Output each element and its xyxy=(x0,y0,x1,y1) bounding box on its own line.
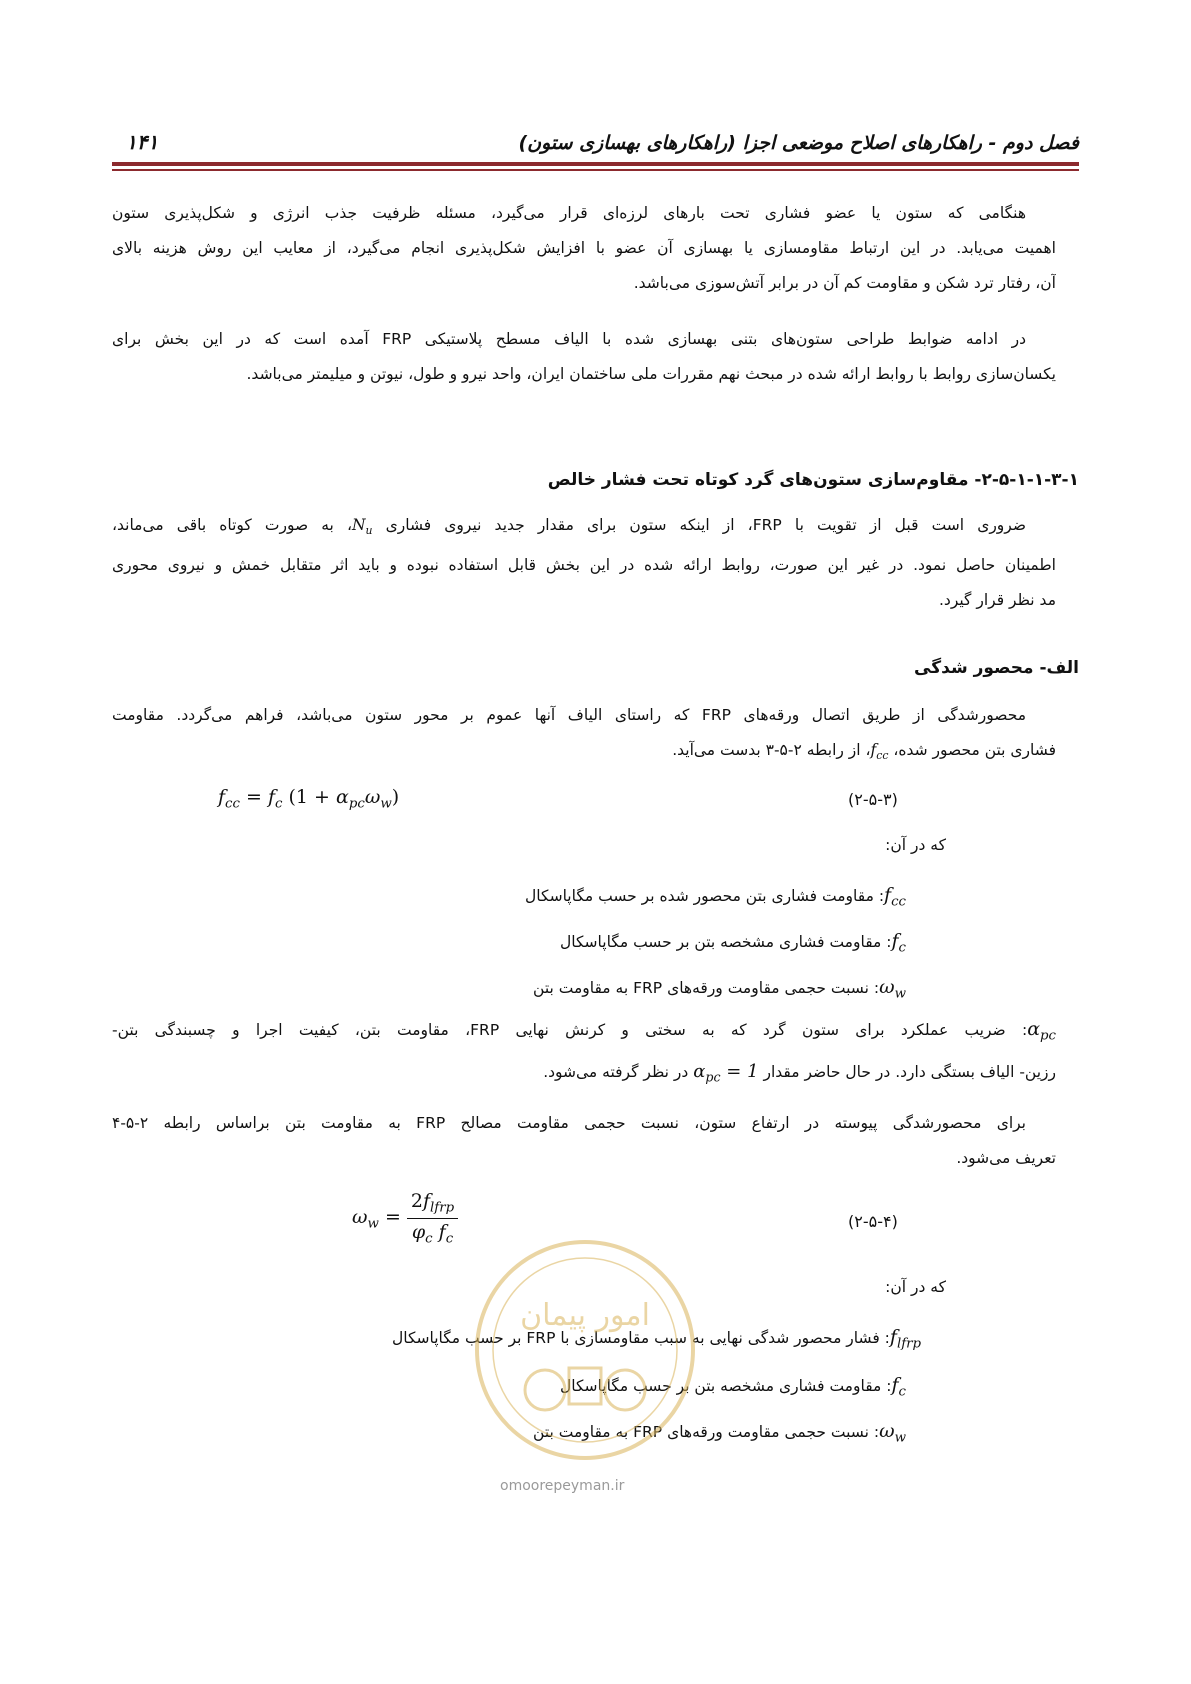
text-line: در ادامه ضوابط طراحی ستون‌های بتنی بهسازی شده با الیاف مسطح پلاستیکی FRP آمده است که در این بخش برای xyxy=(112,330,1027,348)
subsection-paragraph xyxy=(112,698,1056,773)
text-line: تعریف می‌شود. xyxy=(956,1149,1056,1167)
page-number: ۱۴۱ xyxy=(126,130,159,154)
text-line: $\alpha_{pc}$: ضریب عملکرد برای ستون گرد که به سختی و کرنش نهایی FRP، مقاومت بتن، کیفیت اجرا و چسبندگی بتن- xyxy=(112,1018,1056,1044)
text-line: مد نظر قرار گیرد. xyxy=(939,590,1056,609)
intro-paragraph-2 xyxy=(112,322,1056,392)
text-line: اهمیت می‌یابد. در این ارتباط مقاومسازی یا بهسازی آن عضو با افزایش شکل‌پذیری انجام می‌گیرد، از معایب این روش هزینه بالای xyxy=(112,239,1056,257)
text-line: اطمینان حاصل نمود. در غیر این صورت، روابط ارائه شده در این بخش قابل استفاده نبوده و باید اثر متقابل خمش و نیروی محوری xyxy=(112,555,1056,574)
text-line: رزین- الیاف بستگی دارد. در حال حاضر مقدار $\alpha_{pc} = 1$ در نظر گرفته می‌شود. xyxy=(543,1060,1056,1085)
where-label-1: که در آن: xyxy=(885,836,946,854)
watermark-site: omoorepeyman.ir xyxy=(500,1478,625,1494)
symbol-nu: $N_u$ xyxy=(351,516,373,537)
equation-number-1: (۲-۵-۳) xyxy=(848,790,898,809)
watermark-brand: امور پیمان xyxy=(520,1298,650,1333)
fraction: $\frac{2f_{lfrp}}{\varphi_c f_c}$ xyxy=(407,1190,458,1246)
text-line: ضروری است قبل از تقویت با FRP، از اینکه ستون برای مقدار جدید نیروی فشاری $N_u،$ به صورت کوتاه باقی می‌ماند، xyxy=(112,516,1027,537)
intro-paragraph-1 xyxy=(112,196,1056,301)
definition-fc: $f_c$: مقاومت فشاری مشخصه بتن بر حسب مگاپاسکال xyxy=(560,930,906,956)
text-line: یکسان‌سازی روابط با روابط ارائه شده در مبحث نهم مقررات ملی ساختمان ایران، واحد نیرو و طول، نیوتن و میلیمتر می‌باشد. xyxy=(246,365,1056,383)
equation-number-2: (۲-۵-۴) xyxy=(848,1212,898,1231)
text-line: برای محصورشدگی پیوسته در ارتفاع ستون، نسبت حجمی مقاومت مصالح FRP به مقاومت بتن براساس رابطه ۲-۵-۴ xyxy=(112,1114,1026,1132)
alpha-definition xyxy=(112,1012,1056,1094)
definition-flfrp: $f_{lfrp}$: فشار محصور شدگی نهایی به سبب مقاومسازی با FRP بر حسب مگاپاسکال xyxy=(391,1326,921,1352)
symbol-fcc: $f_{cc}$ xyxy=(870,741,889,762)
equation-2-5-4: $\omega_w$ = $\frac{2f_{lfrp}}{\varphi_c f_c}$ xyxy=(352,1190,458,1246)
definition-fcc: $f_{cc}$: مقاومت فشاری بتن محصور شده بر حسب مگاپاسکال xyxy=(525,884,906,910)
section-paragraph xyxy=(112,508,1056,618)
definition-fc-2: $f_c$: مقاومت فشاری مشخصه بتن بر حسب مگاپاسکال xyxy=(560,1374,906,1400)
text-line: هنگامی که ستون یا عضو فشاری تحت بارهای لرزه‌ای قرار می‌گیرد، مسئله ظرفیت جذب انرژی و شکل‌پذیری ستون xyxy=(112,204,1026,222)
definition-omega: $\omega_w$: نسبت حجمی مقاومت ورقه‌های FRP به مقاومت بتن xyxy=(533,976,906,1002)
header-rule-thick xyxy=(112,162,1079,166)
subsection-paragraph-2 xyxy=(112,1106,1056,1176)
definition-omega-2: $\omega_w$: نسبت حجمی مقاومت ورقه‌های FRP به مقاومت بتن xyxy=(533,1420,906,1446)
where-label-2: که در آن: xyxy=(885,1278,946,1296)
equation-2-5-3: $f_{cc} = f_c$ $(1 + \alpha_{pc}\omega_w)$ xyxy=(218,786,400,812)
text-line: فشاری بتن محصور شده، $f_{cc}،$ از رابطه ۲-۵-۳ بدست می‌آید. xyxy=(672,741,1056,762)
header-rule-thin xyxy=(112,169,1079,171)
watermark-seal-icon xyxy=(465,1230,705,1470)
text-line: آن، رفتار ترد شکن و مقاومت کم آن در برابر آتش‌سوزی می‌باشد. xyxy=(633,274,1056,292)
subsection-heading: الف- محصور شدگی xyxy=(914,658,1079,678)
page-header xyxy=(112,128,1079,164)
chapter-title: فصل دوم - راهکارهای اصلاح موضعی اجزا (راهکارهای بهسازی ستون) xyxy=(518,132,1079,154)
section-heading: ۲-۵-۱-۱-۳-۱- مقاوم‌سازی ستون‌های گرد کوتاه تحت فشار خالص xyxy=(547,470,1079,490)
text-line: محصورشدگی از طریق اتصال ورقه‌های FRP که راستای الیاف آنها عموم بر محور ستون می‌باشد، فراهم می‌گردد. مقاومت xyxy=(112,706,1027,724)
